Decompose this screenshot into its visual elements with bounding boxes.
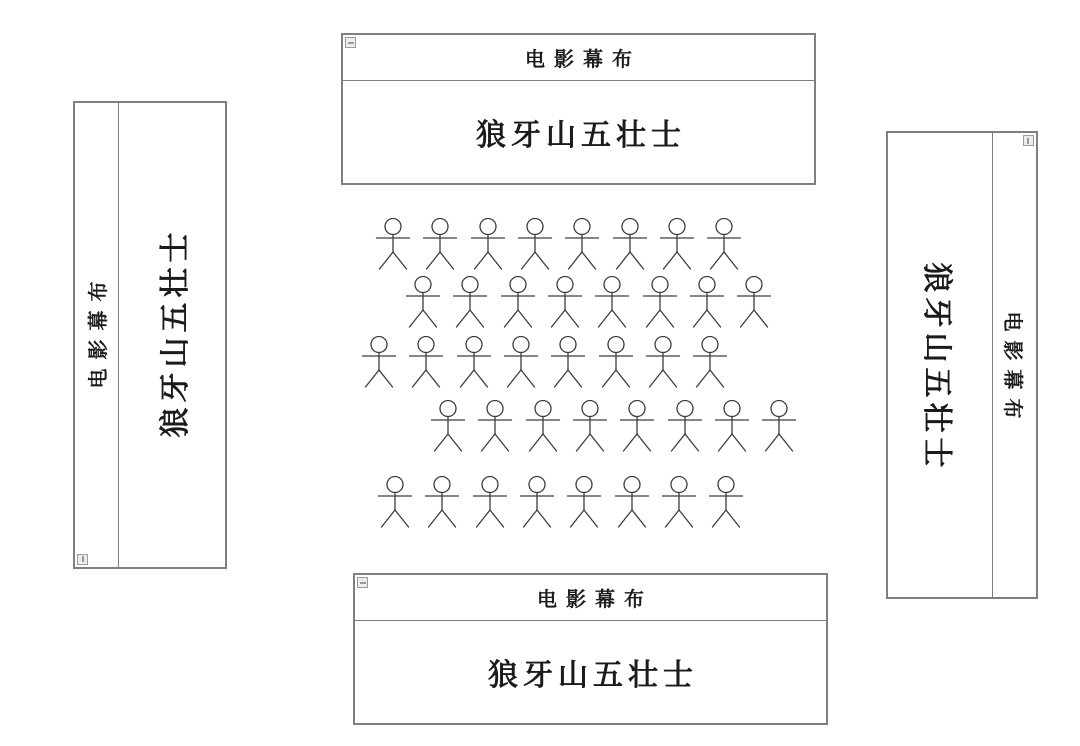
person-figure	[452, 276, 488, 328]
person-figure	[566, 476, 602, 528]
person-figure	[761, 400, 797, 452]
person-figure	[525, 400, 561, 452]
person-figure	[659, 218, 695, 270]
person-figure	[408, 336, 444, 388]
person-figure	[477, 400, 513, 452]
person-figure	[689, 276, 725, 328]
person-figure	[519, 476, 555, 528]
person-figure	[612, 218, 648, 270]
screen-header-label: 电影幕布	[537, 589, 653, 611]
person-figure	[470, 218, 506, 270]
person-figure	[619, 400, 655, 452]
person-figure	[661, 476, 697, 528]
screen-header-label: 电影幕布	[1001, 311, 1023, 428]
person-figure	[375, 218, 411, 270]
person-figure	[736, 276, 772, 328]
screen-title: 狼牙山五壮士	[488, 659, 698, 692]
person-figure	[572, 400, 608, 452]
person-figure	[564, 218, 600, 270]
person-figure	[424, 476, 460, 528]
screen-title: 狼牙山五壮士	[476, 119, 686, 152]
person-figure	[405, 276, 441, 328]
person-figure	[594, 276, 630, 328]
screen-header-label: 电影幕布	[88, 272, 110, 389]
person-figure	[503, 336, 539, 388]
screen-header-label: 电影幕布	[525, 49, 641, 71]
person-figure	[714, 400, 750, 452]
person-figure	[430, 400, 466, 452]
person-figure	[550, 336, 586, 388]
person-figure	[645, 336, 681, 388]
person-figure	[614, 476, 650, 528]
person-figure	[472, 476, 508, 528]
person-figure	[547, 276, 583, 328]
person-figure	[517, 218, 553, 270]
screen-title: 狼牙山五壮士	[159, 227, 192, 438]
person-figure	[361, 336, 397, 388]
person-figure	[692, 336, 728, 388]
person-figure	[456, 336, 492, 388]
person-figure	[708, 476, 744, 528]
person-figure	[500, 276, 536, 328]
person-figure	[598, 336, 634, 388]
person-figure	[642, 276, 678, 328]
person-figure	[706, 218, 742, 270]
person-figure	[422, 218, 458, 270]
screen-title: 狼牙山五壮士	[920, 262, 953, 473]
person-figure	[377, 476, 413, 528]
person-figure	[667, 400, 703, 452]
